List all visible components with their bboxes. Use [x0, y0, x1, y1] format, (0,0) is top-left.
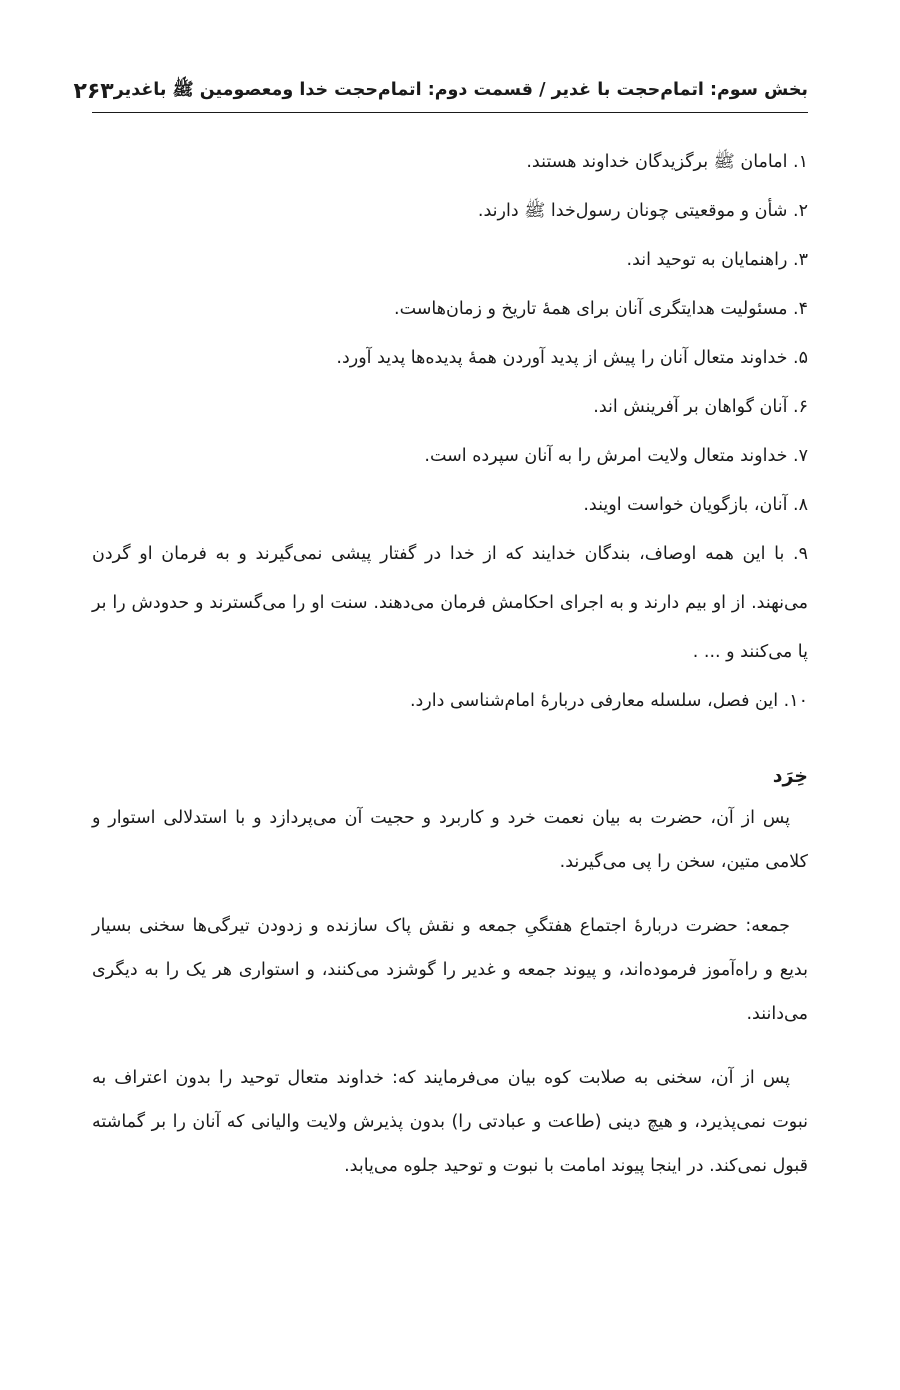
paragraph: جمعه: حضرت دربارهٔ اجتماع هفتگیِ جمعه و نقش پاک سازنده و زدودن تیرگی‌ها سخنی بسیار بدیع و راه‌آموز فرموده‌اند، و پیوند جمعه و غدیر را گوشزد می‌کنند، و استواری هر یک را به دیگری می‌دانند. — [92, 916, 808, 1024]
running-header — [73, 70, 808, 113]
list-item: ۶. آنان گواهان بر آفرینش اند. — [593, 397, 808, 417]
book-page — [73, 0, 808, 1390]
list-item: ۷. خداوند متعال ولایت امرش را به آنان سپرده است. — [424, 446, 808, 466]
header-title: بخش سوم: اتمام‌حجت با غدیر / قسمت دوم: اتمام‌حجت خدا ومعصومین ﷺ باغدیر — [113, 80, 808, 100]
list-item: ۸. آنان، بازگویان خواست اویند. — [583, 495, 808, 515]
section-heading: خِرَد — [772, 765, 808, 787]
list-item: ۲. شأن و موقعیتی چونان رسول‌خدا ﷺ دارند. — [477, 201, 808, 221]
list-item: ۴. مسئولیت هدایتگری آنان برای همهٔ تاریخ و زمان‌هاست. — [394, 299, 808, 319]
paragraph: پس از آن، حضرت به بیان نعمت خرد و کاربرد و حجیت آن می‌پردازد و با استدلالی استوار و کلامی متین، سخن را پی می‌گیرند. — [92, 808, 808, 872]
list-item: ۳. راهنمایان به توحید اند. — [626, 250, 808, 270]
paragraph: پس از آن، سخنی به صلابت کوه بیان می‌فرمایند که: خداوند متعال توحید را بدون اعتراف به نبوت نمی‌پذیرد، و هیچ دینی (طاعت و عبادتی را) بدون پذیرش ولایت والیانی که آنان را بر گماشته قبول نمی‌کند. در اینجا پیوند امامت با نبوت و توحید جلوه می‌یابد. — [92, 1068, 808, 1176]
page-number: ۲۶۳ — [73, 78, 114, 104]
list-item: ۹. با این همه اوصاف، بندگان خدایند که از خدا در گفتار پیشی نمی‌گیرند و به فرمان او گردن می‌نهند. از او بیم دارند و به اجرای احکامش فرمان می‌دهند. سنت او را می‌گسترند و حدودش را بر پا می‌کنند و ... . — [92, 544, 808, 662]
list-item: ۱. امامان ﷺ برگزیدگان خداوند هستند. — [526, 152, 808, 172]
list-item: ۵. خداوند متعال آنان را پیش از پدید آوردن همهٔ پدیده‌ها پدید آورد. — [336, 348, 808, 368]
list-item: ۱۰. این فصل، سلسله معارفی دربارهٔ امام‌شناسی دارد. — [409, 691, 808, 711]
page-content — [92, 138, 808, 1208]
